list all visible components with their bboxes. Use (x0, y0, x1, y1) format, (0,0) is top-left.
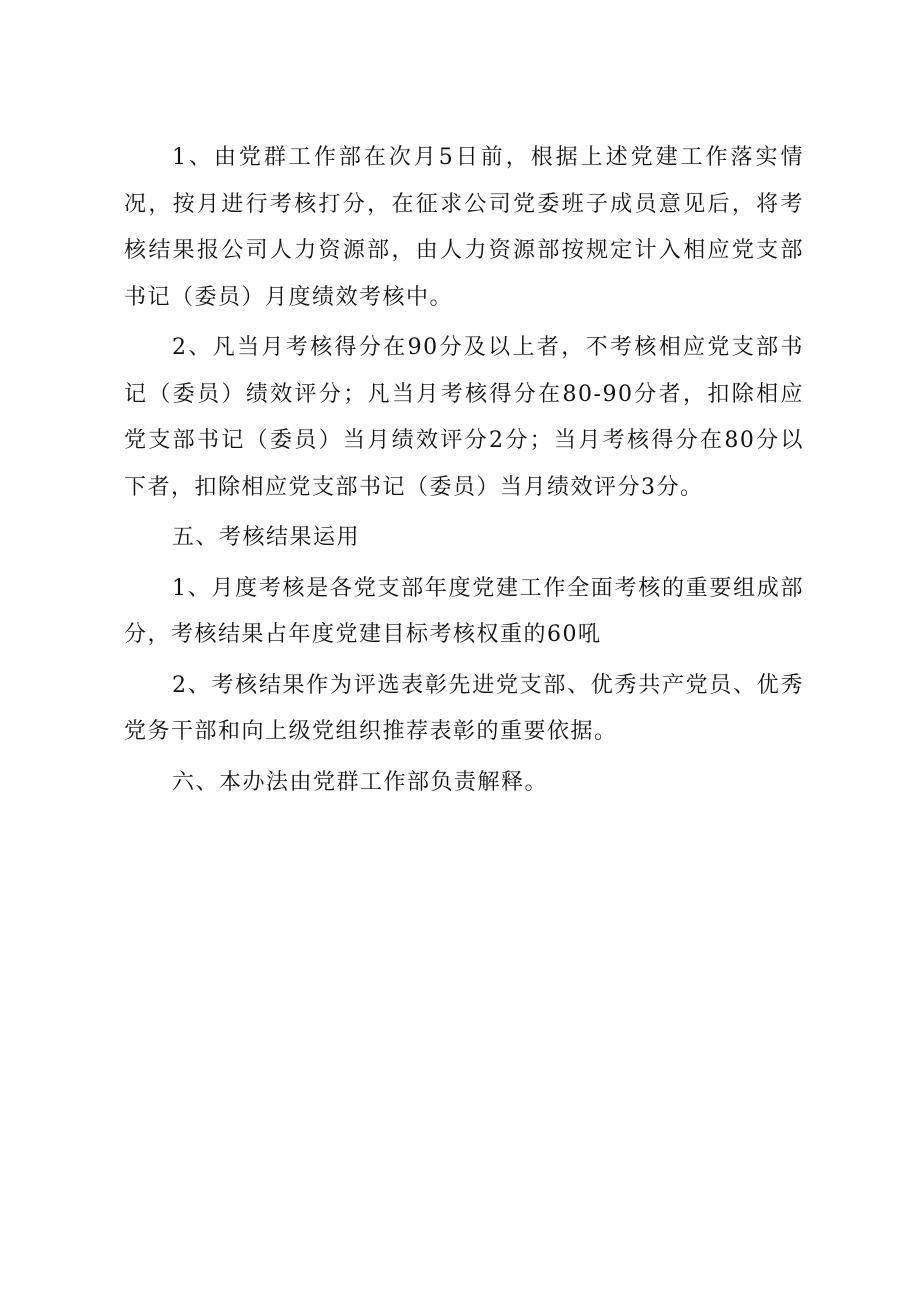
document-body (124, 135, 804, 810)
paragraph-monthly-assessment-weight: 1、月度考核是各党支部年度党建工作全面考核的重要组成部分，考核结果占年度党建目标考核权重的60吼 (124, 575, 804, 647)
section-heading-result-application: 五、考核结果运用 (172, 525, 361, 550)
paragraph-assessment-procedure: 1、由党群工作部在次月5日前，根据上述党建工作落实情况，按月进行考核打分，在征求公司党委班子成员意见后，将考核结果报公司人力资源部，由人力资源部按规定计入相应党支部书记（委员）月度绩效考核中。 (124, 145, 804, 310)
section-heading-interpretation: 六、本办法由党群工作部负责解释。 (172, 769, 549, 795)
paragraph-score-deduction-rules: 2、凡当月考核得分在90分及以上者，不考核相应党支部书记（委员）绩效评分；凡当月考核得分在80-90分者，扣除相应党支部书记（委员）当月绩效评分2分；当月考核得分在80分以下者，扣除相应党支部书记（委员）当月绩效评分3分。 (124, 335, 804, 500)
paragraph-commendation-basis: 2、考核结果作为评选表彰先进党支部、优秀共产党员、优秀党务干部和向上级党组织推荐表彰的重要依据。 (124, 672, 804, 744)
